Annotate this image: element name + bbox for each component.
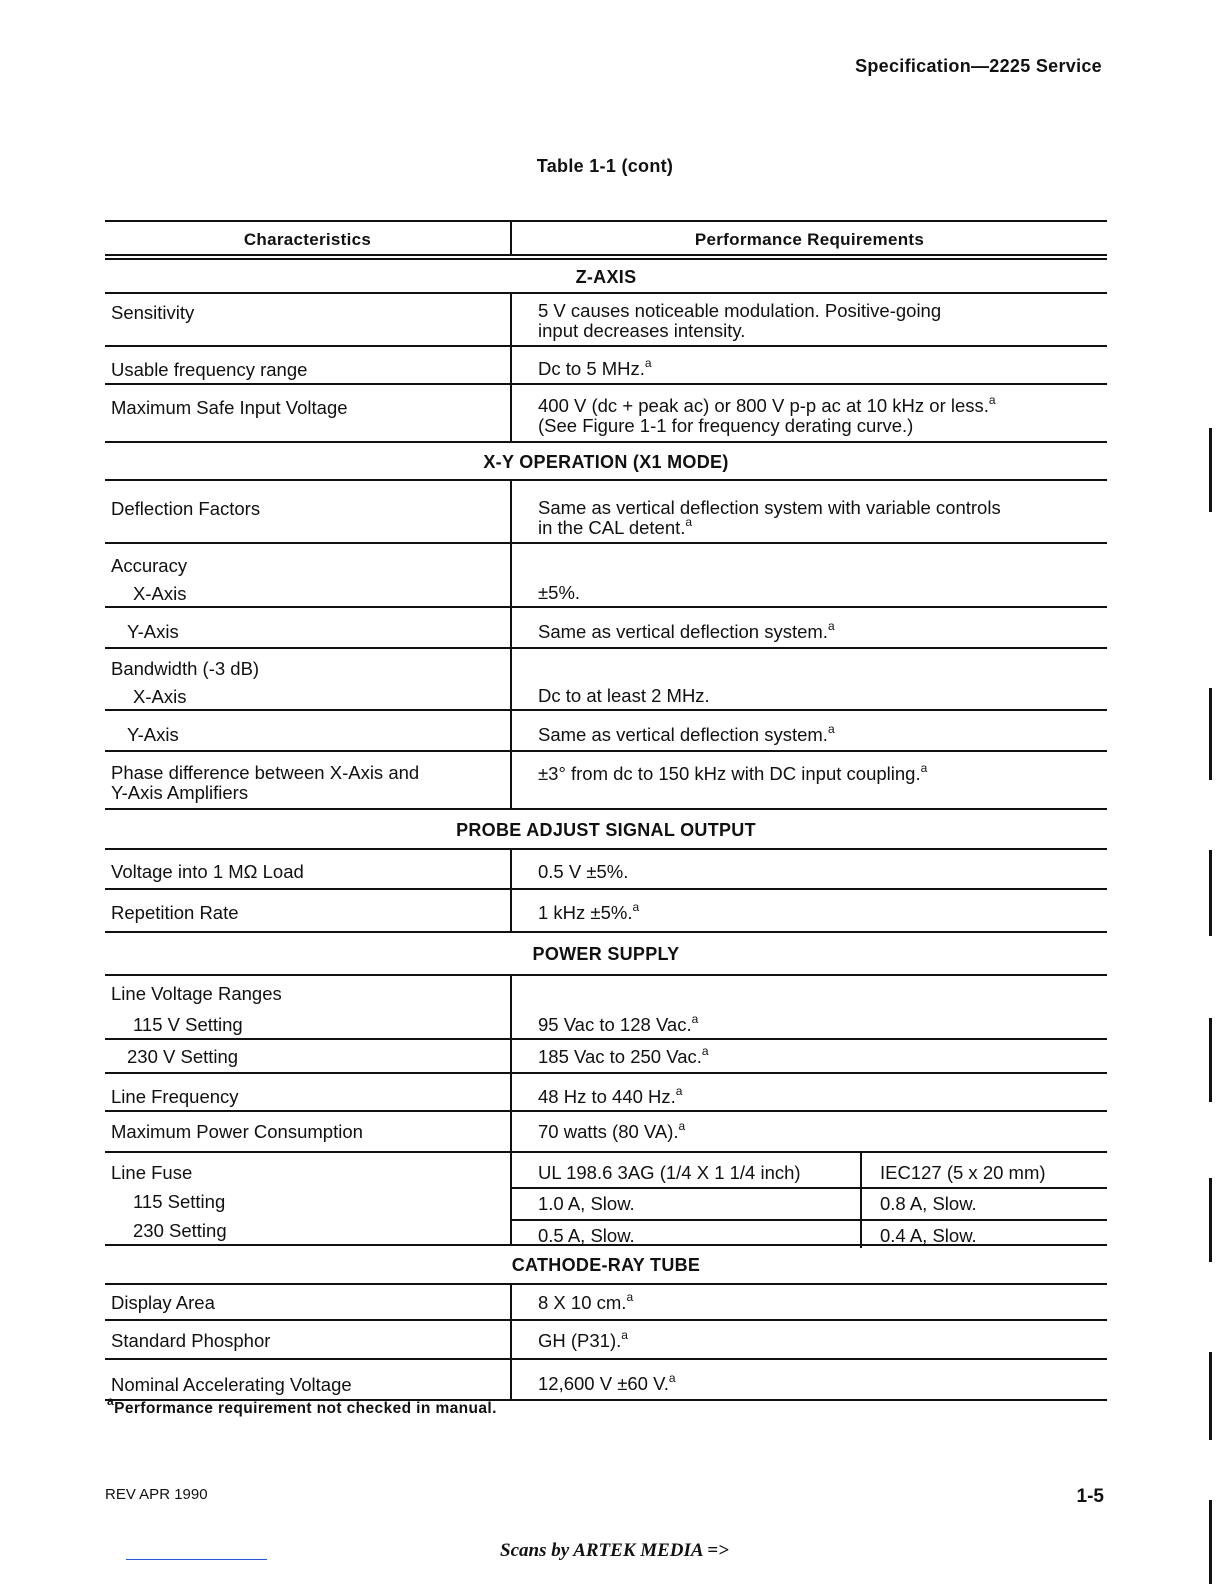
- table-header-row: [105, 220, 1107, 254]
- table-row: [105, 481, 1107, 544]
- running-head: Specification—2225 Service: [855, 56, 1102, 76]
- scan-edge-mark: [1209, 1352, 1212, 1440]
- deflection-label: Deflection Factors: [111, 498, 261, 519]
- table-row: [105, 1360, 1107, 1401]
- accel-voltage-label: Nominal Accelerating Voltage: [111, 1374, 352, 1395]
- section-cathode-ray-tube: CATHODE-RAY TUBE: [105, 1246, 1107, 1285]
- fuse-iec-115: 0.8 A, Slow.: [880, 1193, 977, 1214]
- accel-voltage-value: 12,600 V ±60 V.: [538, 1373, 669, 1394]
- deflection-line1: Same as vertical deflection system with variable controls: [538, 497, 1001, 518]
- footnote-mark: a: [626, 1290, 634, 1304]
- footnote-marker: a: [107, 1394, 115, 1408]
- section-power-supply: POWER SUPPLY: [105, 933, 1107, 976]
- sensitivity-line1: 5 V causes noticeable modulation. Positive-going: [538, 300, 942, 321]
- table-row: [105, 1074, 1107, 1112]
- scan-edge-mark: [1209, 428, 1212, 512]
- footnote-mark: a: [827, 722, 835, 736]
- phosphor-value: GH (P31).: [538, 1330, 622, 1351]
- accuracy-y-label: Y-Axis: [127, 621, 179, 642]
- fuse-115-label: 115 Setting: [133, 1191, 226, 1212]
- phase-label-line2: Y-Axis Amplifiers: [111, 782, 249, 803]
- fuse-230-label: 230 Setting: [133, 1220, 227, 1241]
- col-performance: Performance Requirements: [510, 222, 1107, 254]
- table-row: [105, 544, 1107, 608]
- footnote-mark: a: [685, 515, 693, 529]
- section-z-axis: Z-AXIS: [105, 260, 1107, 294]
- probe-voltage-label: Voltage into 1 MΩ Load: [111, 861, 304, 882]
- table-row-line-fuse: [105, 1153, 1107, 1246]
- table-row: [105, 1321, 1107, 1360]
- setting-230-label: 230 V Setting: [127, 1046, 239, 1067]
- footnote: [107, 1394, 497, 1418]
- table-row: [105, 608, 1107, 649]
- display-area-label: Display Area: [111, 1292, 215, 1313]
- table-row: [105, 711, 1107, 752]
- table-row: [105, 752, 1107, 810]
- accuracy-y-value: Same as vertical deflection system.: [538, 621, 828, 642]
- section-probe-adjust: PROBE ADJUST SIGNAL OUTPUT: [105, 810, 1107, 850]
- footnote-mark: a: [691, 1012, 699, 1026]
- fuse-ul-115: 1.0 A, Slow.: [512, 1189, 862, 1219]
- bandwidth-label: Bandwidth (-3 dB): [111, 658, 260, 679]
- footnote-text: Performance requirement not checked in manual.: [114, 1400, 497, 1417]
- table-row: [105, 890, 1107, 933]
- bandwidth-x-label: X-Axis: [133, 686, 187, 707]
- fuse-ul-header: UL 198.6 3AG (1/4 X 1 1/4 inch): [512, 1153, 862, 1187]
- footnote-mark: a: [920, 761, 928, 775]
- bandwidth-y-value: Same as vertical deflection system.: [538, 724, 828, 745]
- page-number: 1-5: [1076, 1486, 1104, 1507]
- table-row: [105, 347, 1107, 385]
- table-row: [105, 1285, 1107, 1321]
- footnote-mark: a: [827, 619, 835, 633]
- table-row: [105, 1040, 1107, 1074]
- table-row: [105, 294, 1107, 347]
- scan-edge-mark: [1209, 1018, 1212, 1102]
- section-xy-operation: X-Y OPERATION (X1 MODE): [105, 443, 1107, 481]
- line-fuse-label: Line Fuse: [111, 1162, 193, 1183]
- fuse-iec-header: IEC127 (5 x 20 mm): [880, 1162, 1046, 1183]
- max-safe-label: Maximum Safe Input Voltage: [111, 397, 348, 418]
- scan-edge-mark: [1209, 1178, 1212, 1262]
- bandwidth-x-value: Dc to at least 2 MHz.: [510, 649, 1107, 709]
- revision-date: REV APR 1990: [105, 1486, 208, 1503]
- usable-freq-value: Dc to 5 MHz.: [538, 358, 645, 379]
- footnote-mark: a: [632, 900, 640, 914]
- footnote-mark: a: [668, 1371, 676, 1385]
- rep-rate-label: Repetition Rate: [111, 902, 239, 923]
- fuse-ul-230: 0.5 A, Slow.: [512, 1221, 862, 1248]
- max-safe-line1: 400 V (dc + peak ac) or 800 V p-p ac at 10 kHz or less.: [538, 395, 989, 416]
- max-safe-line2: (See Figure 1-1 for frequency derating curve.): [538, 415, 914, 436]
- probe-voltage-value: 0.5 V ±5%.: [510, 850, 1107, 888]
- spec-table: [105, 220, 1107, 1401]
- footnote-mark: a: [701, 1044, 709, 1058]
- table-row: [105, 976, 1107, 1040]
- table-row: [105, 1112, 1107, 1153]
- table-row: [105, 649, 1107, 711]
- rep-rate-value: 1 kHz ±5%.: [538, 902, 633, 923]
- footnote-mark: a: [644, 356, 652, 370]
- fuse-iec-230: 0.4 A, Slow.: [880, 1225, 977, 1246]
- footnote-mark: a: [678, 1119, 686, 1133]
- table-title: Table 1-1 (cont): [536, 156, 674, 176]
- footnote-mark: a: [675, 1084, 683, 1098]
- line-freq-value: 48 Hz to 440 Hz.: [538, 1086, 676, 1107]
- power-consumption-value: 70 watts (80 VA).: [538, 1121, 679, 1142]
- phosphor-label: Standard Phosphor: [111, 1330, 271, 1351]
- phase-label-line1: Phase difference between X-Axis and: [111, 762, 420, 783]
- table-row: [105, 850, 1107, 890]
- power-consumption-label: Maximum Power Consumption: [111, 1121, 363, 1142]
- setting-115-value: 95 Vac to 128 Vac.: [538, 1014, 692, 1035]
- deflection-line2: in the CAL detent.: [538, 517, 686, 538]
- phase-value: ±3° from dc to 150 kHz with DC input coupling.: [538, 763, 921, 784]
- sensitivity-label: Sensitivity: [111, 302, 195, 323]
- display-area-value: 8 X 10 cm.: [538, 1292, 627, 1313]
- scan-edge-mark: [1209, 688, 1212, 780]
- footnote-mark: a: [988, 393, 996, 407]
- scan-credit: Scans by ARTEK MEDIA =>: [500, 1540, 729, 1561]
- accuracy-x-label: X-Axis: [133, 583, 187, 604]
- footnote-mark: a: [621, 1328, 628, 1342]
- bandwidth-y-label: Y-Axis: [127, 724, 179, 745]
- line-freq-label: Line Frequency: [111, 1086, 239, 1107]
- line-voltage-label: Line Voltage Ranges: [111, 983, 282, 1004]
- accuracy-x-value: ±5%.: [510, 544, 1107, 606]
- scan-edge-mark: [1209, 850, 1212, 936]
- setting-115-label: 115 V Setting: [133, 1014, 243, 1035]
- col-characteristics: Characteristics: [243, 230, 372, 249]
- link-underline: [126, 1559, 267, 1560]
- usable-freq-label: Usable frequency range: [111, 359, 308, 380]
- setting-230-value: 185 Vac to 250 Vac.: [538, 1046, 702, 1067]
- table-row: [105, 385, 1107, 443]
- sensitivity-line2: input decreases intensity.: [538, 320, 746, 341]
- accuracy-label: Accuracy: [111, 555, 188, 576]
- scan-edge-mark: [1209, 1500, 1212, 1584]
